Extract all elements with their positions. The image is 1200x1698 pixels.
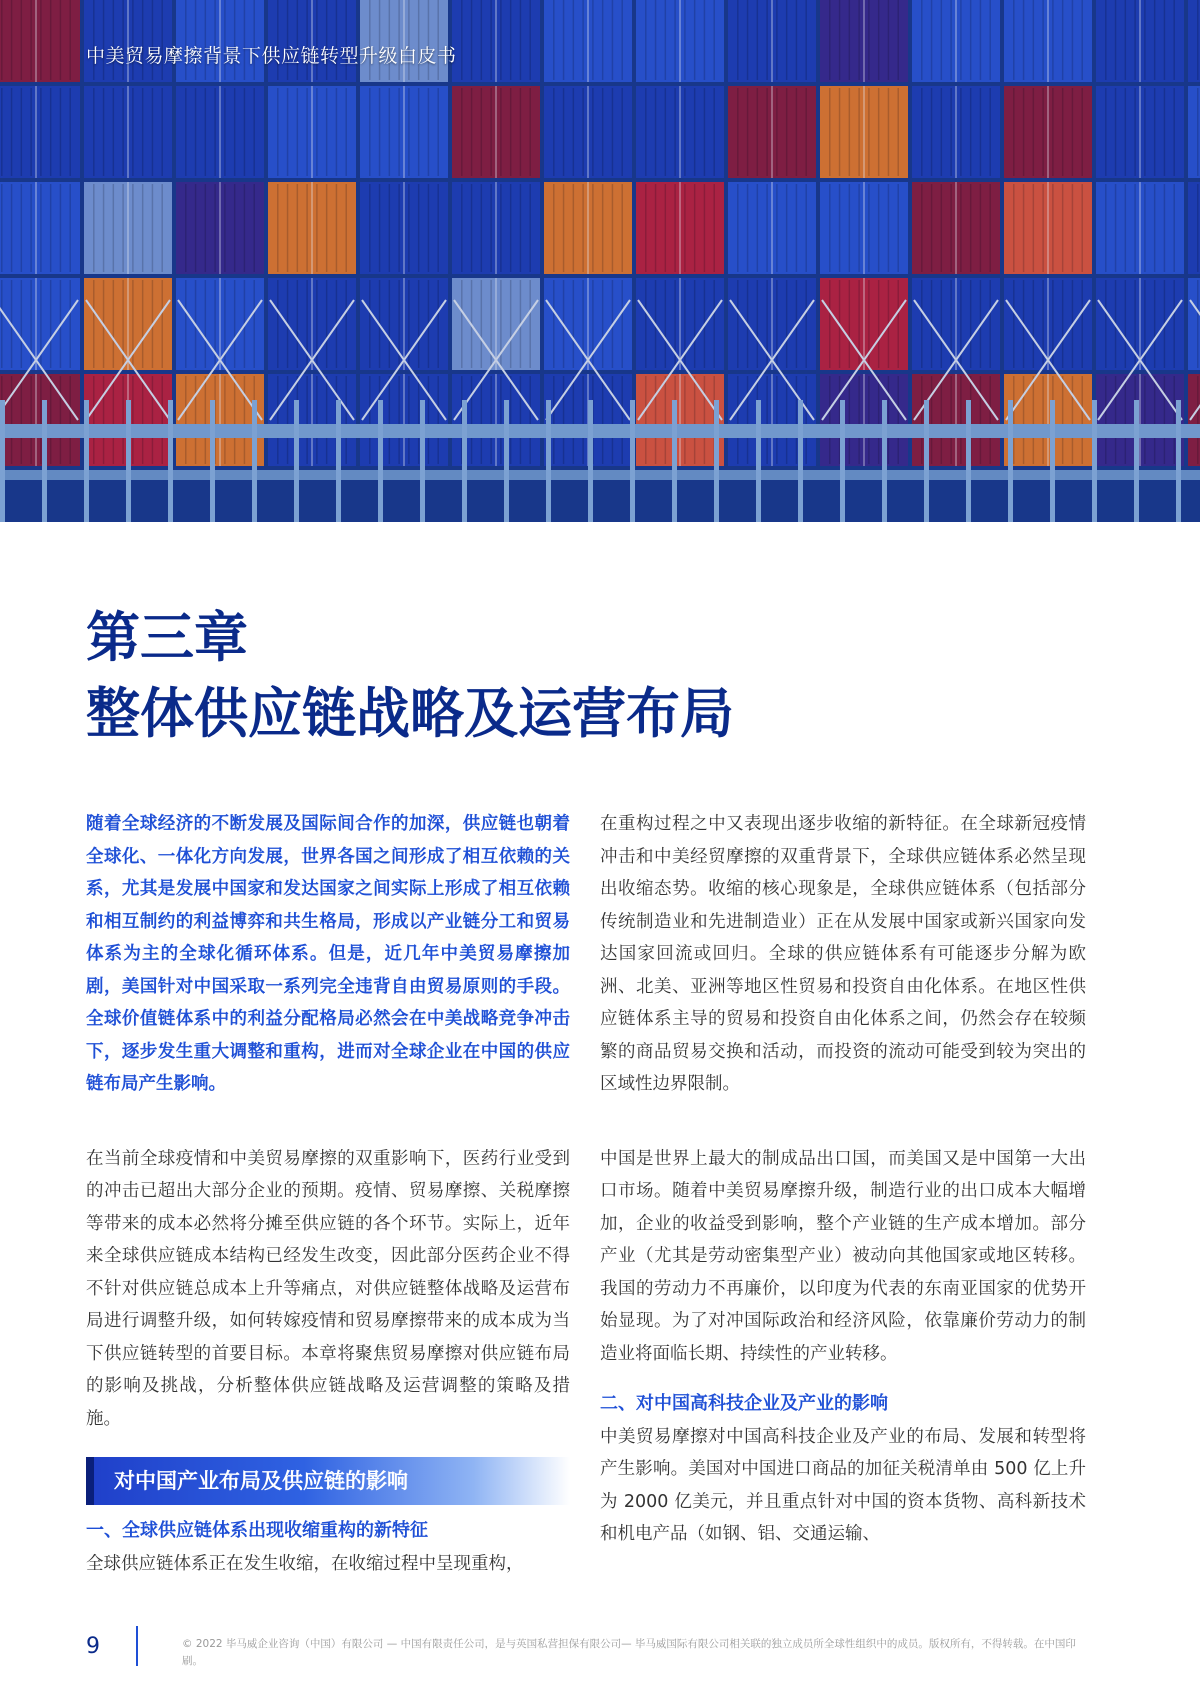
page-number: 9: [86, 1634, 100, 1659]
left-column: [86, 808, 570, 1580]
right-column: [600, 808, 1086, 1551]
copyright-notice: © 2022 毕马威企业咨询（中国）有限公司 — 中国有限责任公司，是与英国私营担保有限公司— 毕马威国际有限公司相关联的独立成员所全球性组织中的成员。版权所有，不得转载。在中国印刷。: [182, 1638, 1076, 1667]
document-title: 中美贸易摩擦背景下供应链转型升级白皮书: [86, 45, 457, 67]
body-paragraph: 中国是世界上最大的制成品出口国，而美国又是中国第一大出口市场。随着中美贸易摩擦升级，制造行业的出口成本大幅增加，企业的收益受到影响，整个产业链的生产成本增加。部分产业（尤其是劳动密集型产业）被动向其他国家或地区转移。我国的劳动力不再廉价，以印度为代表的东南亚国家的优势开始显现。为了对冲国际政治和经济风险，依靠廉价劳动力的制造业将面临长期、持续性的产业转移。: [600, 1148, 1086, 1364]
section-title: 对中国产业布局及供应链的影响: [114, 1469, 408, 1493]
chapter-number: 第三章: [86, 606, 248, 669]
body-paragraph: 全球供应链体系正在发生收缩，在收缩过程中呈现重构，: [86, 1553, 524, 1574]
hero-image: [0, 0, 1200, 522]
chapter-heading: [86, 604, 734, 747]
section-banner: [86, 1457, 570, 1505]
body-paragraph: 中美贸易摩擦对中国高科技企业及产业的布局、发展和转型将产生影响。美国对中国进口商品的加征关税清单由 500 亿上升为 2000 亿美元，并且重点针对中国的资本货物、高科新技术和机电产品（如钢、铝、交通运输、: [600, 1426, 1086, 1544]
subsection-heading: 一、全球供应链体系出现收缩重构的新特征: [86, 1520, 428, 1541]
container-stack-illustration: [0, 0, 1200, 522]
footer-divider: [136, 1626, 138, 1666]
body-paragraph: 在当前全球疫情和中美贸易摩擦的双重影响下，医药行业受到的冲击已超出大部分企业的预期。疫情、贸易摩擦、关税摩擦等带来的成本必然将分摊至供应链的各个环节。实际上，近年来全球供应链成本结构已经发生改变，因此部分医药企业不得不针对供应链总成本上升等痛点，对供应链整体战略及运营布局进行调整升级，如何转嫁疫情和贸易摩擦带来的成本成为当下供应链转型的首要目标。本章将聚焦贸易摩擦对供应链布局的影响及挑战，分析整体供应链战略及运营调整的策略及措施。: [86, 1148, 570, 1429]
body-paragraph: 在重构过程之中又表现出逐步收缩的新特征。在全球新冠疫情冲击和中美经贸摩擦的双重背景下，全球供应链体系必然呈现出收缩态势。收缩的核心现象是，全球供应链体系（包括部分传统制造业和先进制造业）正在从发展中国家或新兴国家向发达国家回流或回归。全球的供应链体系有可能逐步分解为欧洲、北美、亚洲等地区性贸易和投资自由化体系。在地区性供应链体系主导的贸易和投资自由化体系之间，仍然会存在较频繁的商品贸易交换和活动，而投资的流动可能受到较为突出的区域性边界限制。: [600, 814, 1086, 1094]
subsection-heading: 二、对中国高科技企业及产业的影响: [600, 1393, 888, 1414]
intro-lead-paragraph: 随着全球经济的不断发展及国际间合作的加深，供应链也朝着全球化、一体化方向发展，世界各国之间形成了相互依赖的关系，尤其是发展中国家和发达国家之间实际上形成了相互依赖和相互制约的利益博弈和共生格局，形成以产业链分工和贸易体系为主的全球化循环体系。但是，近几年中美贸易摩擦加剧，美国针对中国采取一系列完全违背自由贸易原则的手段。全球价值链体系中的利益分配格局必然会在中美战略竞争冲击下，逐步发生重大调整和重构，进而对全球企业在中国的供应链布局产生影响。: [86, 814, 570, 1094]
chapter-title: 整体供应链战略及运营布局: [86, 681, 734, 745]
